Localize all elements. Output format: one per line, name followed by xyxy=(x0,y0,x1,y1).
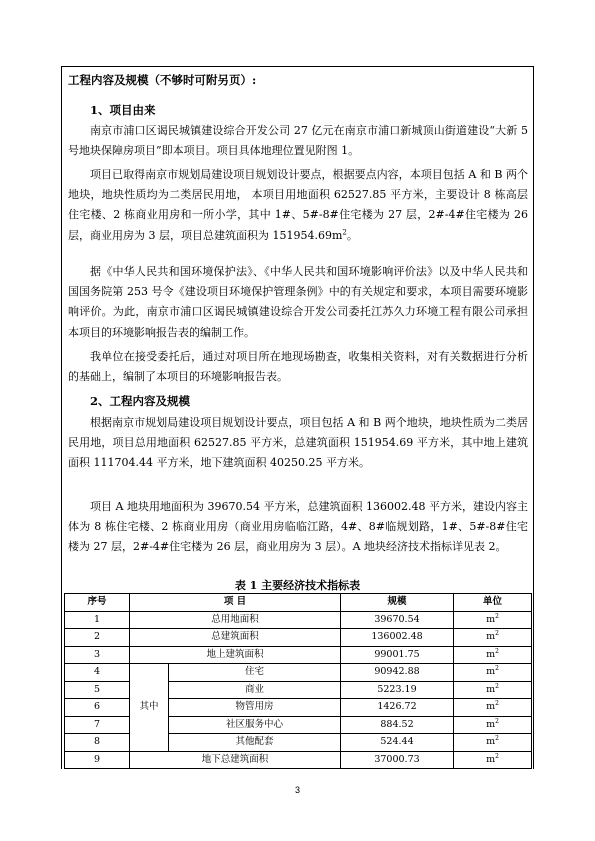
row-no: 6 xyxy=(65,699,130,717)
paragraph-commission: 我单位在接受委托后，通过对项目所在地现场勘查，收集相关资料，对有关数据进行分析的基础上，编制了本项目的环境影响报告表。 xyxy=(68,350,528,384)
economic-indicators-table xyxy=(64,593,532,769)
header-no: 序号 xyxy=(65,594,130,612)
header-scale: 规模 xyxy=(341,594,454,612)
table-caption: 表 1 主要经济技术指标表 xyxy=(234,579,361,592)
row-value: 1426.72 xyxy=(341,699,454,717)
header-unit: 单位 xyxy=(454,594,532,612)
row-value: 136002.48 xyxy=(341,629,454,647)
paragraph-planning-points-end: 。 xyxy=(346,228,358,242)
row-value: 99001.75 xyxy=(341,646,454,664)
paragraph-plot-a: 项目 A 地块用地面积为 39670.54 平方米，总建筑面积 136002.48 平方米，建设内容主体为 8 栋住宅楼、2 栋商业用房（商业用房临临江路，4#、8#临规划路，1#、5#-8#住宅楼为 27 层，2#-4#住宅楼为 26 层，商业用房为 3 层）。A 地块经济技术指标详见表 2。 xyxy=(68,500,528,554)
table-row xyxy=(65,646,532,664)
row-unit: $m^2$ xyxy=(454,611,532,629)
header-item: 项 目 xyxy=(130,594,341,612)
row-item: 总用地面积 xyxy=(130,611,341,629)
row-unit: $m^2$ xyxy=(454,751,532,769)
row-unit: $m^2$ xyxy=(454,716,532,734)
row-unit: $m^2$ xyxy=(454,664,532,682)
row-value: 524.44 xyxy=(341,734,454,752)
row-item: 总建筑面积 xyxy=(130,629,341,647)
paragraph-planning-points xyxy=(68,165,528,246)
row-item: 物管用房 xyxy=(169,699,341,717)
row-no: 4 xyxy=(65,664,130,682)
row-item: 住宅 xyxy=(169,664,341,682)
section-1-title: 1、项目由来 xyxy=(90,103,156,117)
row-no: 5 xyxy=(65,681,130,699)
row-unit: $m^2$ xyxy=(454,734,532,752)
table-row xyxy=(65,629,532,647)
row-value: 5223.19 xyxy=(341,681,454,699)
row-no: 3 xyxy=(65,646,130,664)
row-item: 地下总建筑面积 xyxy=(130,751,341,769)
row-item: 其他配套 xyxy=(169,734,341,752)
table-header-row xyxy=(65,594,532,612)
row-no: 7 xyxy=(65,716,130,734)
page-heading: 工程内容及规模（不够时可附另页）: xyxy=(68,73,257,87)
paragraph-project-origin: 南京市浦口区谒民城镇建设综合开发公司 27 亿元在南京市浦口新城顶山街道建设“大新 5 号地块保障房项目”即本项目。项目具体地理位置见附图 1。 xyxy=(68,124,528,158)
row-value: 884.52 xyxy=(341,716,454,734)
row-value: 37000.73 xyxy=(341,751,454,769)
row-unit: $m^2$ xyxy=(454,699,532,717)
row-unit: $m^2$ xyxy=(454,629,532,647)
row-item: 地上建筑面积 xyxy=(130,646,341,664)
paragraph-planning-points-text: 项目已取得南京市规划局建设项目规划设计要点，根据要点内容，本项目包括 A 和 B 两个地块，地块性质均为二类居民用地， 本项目用地面积 62527.85 平方米，主要设计 8 栋高层住宅楼、2 栋商业用房和一所小学，其中 1#、5#-8#住宅楼为 27 层，2#-4#住宅楼为 26 层，商业用房为 3 层，项目总建筑面积为 151954.69m xyxy=(68,168,528,242)
row-no: 9 xyxy=(65,751,130,769)
row-item: 社区服务中心 xyxy=(169,716,341,734)
table-row xyxy=(65,611,532,629)
row-no: 2 xyxy=(65,629,130,647)
paragraph-project-scope: 根据南京市规划局建设项目规划设计要点，项目包括 A 和 B 两个地块，地块性质为二类居民用地，项目总用地面积 62527.85 平方米，总建筑面积 151954.69 平方米，其中地上建筑面积 111704.44 平方米，地下建筑面积 40250.25 平方米。 xyxy=(68,416,528,470)
row-no: 1 xyxy=(65,611,130,629)
table-row xyxy=(65,751,532,769)
area-unit-exponent: 2 xyxy=(342,227,347,236)
page-number: 3 xyxy=(294,785,300,795)
row-unit: $m^2$ xyxy=(454,681,532,699)
row-item: 商业 xyxy=(169,681,341,699)
section-2-title: 2、工程内容及规模 xyxy=(90,394,191,408)
group-label-qizhong: 其中 xyxy=(130,664,169,752)
paragraph-legal-basis: 据《中华人民共和国环境保护法》、《中华人民共和国环境影响评价法》以及中华人民共和国国务院第 253 号令《建设项目环境保护管理条例》中的有关规定和要求，本项目需要环境影响评价。为此，南京市浦口区谒民城镇建设综合开发公司委托江苏久力环境工程有限公司承担本项目的环境影响报告表的编制工作。 xyxy=(68,265,528,339)
row-value: 39670.54 xyxy=(341,611,454,629)
table-row xyxy=(65,664,532,682)
row-no: 8 xyxy=(65,734,130,752)
row-unit: $m^2$ xyxy=(454,646,532,664)
row-value: 90942.88 xyxy=(341,664,454,682)
